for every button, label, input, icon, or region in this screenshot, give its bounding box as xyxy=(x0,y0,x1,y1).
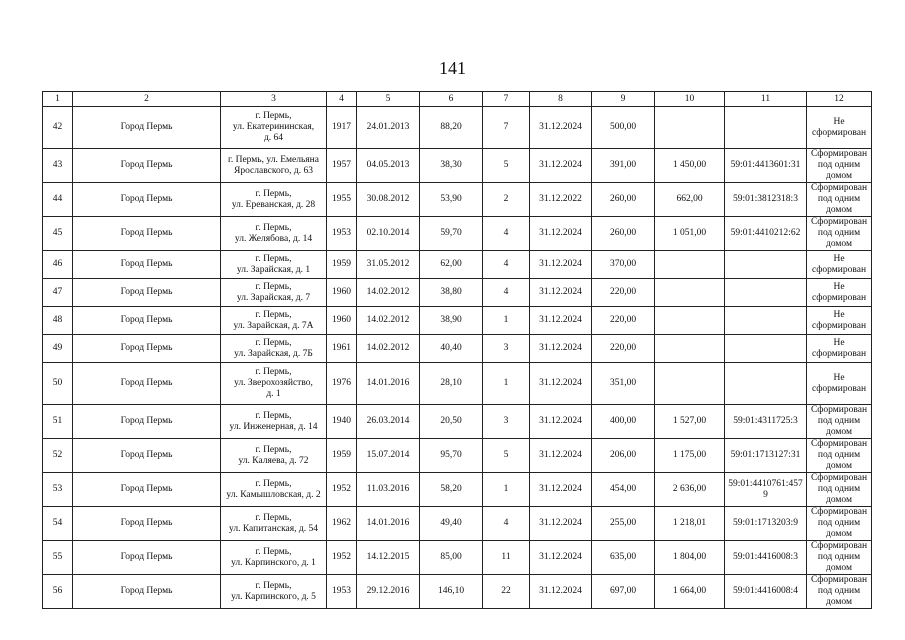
municipality-cell: Город Пермь xyxy=(73,107,221,149)
cadastral-number-cell: 59:01:4416008:3 xyxy=(725,541,807,575)
land-status-cell-line: Сформирован xyxy=(810,183,868,193)
address-cell-line: ул. Инженерная, д. 14 xyxy=(229,421,318,432)
cost-cell: 391,00 xyxy=(592,149,655,183)
cost-cell: 351,00 xyxy=(592,363,655,405)
land-status-cell xyxy=(807,473,872,507)
address-cell-line: г. Пермь, xyxy=(255,367,292,377)
address-cell-line: г. Пермь, xyxy=(255,478,292,489)
municipality-cell: Город Пермь xyxy=(73,363,221,405)
cost-cell: 500,00 xyxy=(592,107,655,149)
land-status-cell-line: под одним домом xyxy=(817,552,861,573)
land-status-cell-line: под одним домом xyxy=(817,484,861,505)
cost-cell: 260,00 xyxy=(592,183,655,217)
housing-register-table xyxy=(42,91,872,609)
address-cell-line: ул. Зарайская, д. 7 xyxy=(236,292,311,303)
recognition-date-cell: 31.05.2012 xyxy=(357,251,420,279)
cadastral-number-cell: 59:01:4413601:31 xyxy=(725,149,807,183)
address-cell xyxy=(221,183,327,217)
municipality-cell: Город Пермь xyxy=(73,149,221,183)
residents-count-cell: 2 xyxy=(483,183,530,217)
land-area-cell: 1 218,01 xyxy=(655,507,725,541)
planned-date-cell: 31.12.2024 xyxy=(530,307,592,335)
planned-date-cell: 31.12.2024 xyxy=(530,541,592,575)
land-status-cell-line: под одним домом xyxy=(817,518,861,539)
area-cell: 38,30 xyxy=(420,149,483,183)
address-cell-line: ул. Ереванская, д. 28 xyxy=(231,199,316,210)
recognition-date-cell: 11.03.2016 xyxy=(357,473,420,507)
table-row xyxy=(43,575,872,609)
area-cell: 38,80 xyxy=(420,279,483,307)
table-row xyxy=(43,107,872,149)
cadastral-number-cell: 59:01:1713127:31 xyxy=(725,439,807,473)
table-row xyxy=(43,363,872,405)
land-status-cell-line: Сформирован xyxy=(810,149,868,159)
address-cell xyxy=(221,217,327,251)
planned-date-cell: 31.12.2024 xyxy=(530,107,592,149)
column-number-6: 6 xyxy=(420,92,483,107)
row-number-cell: 50 xyxy=(43,363,73,405)
residents-count-cell: 4 xyxy=(483,279,530,307)
land-status-cell xyxy=(807,507,872,541)
build-year-cell: 1953 xyxy=(327,575,357,609)
land-area-cell: 1 527,00 xyxy=(655,405,725,439)
cost-cell: 454,00 xyxy=(592,473,655,507)
land-status-cell xyxy=(807,363,872,405)
table-row xyxy=(43,335,872,363)
table-row xyxy=(43,149,872,183)
cost-cell: 635,00 xyxy=(592,541,655,575)
land-area-cell: 1 450,00 xyxy=(655,149,725,183)
land-area-cell xyxy=(655,335,725,363)
address-cell-line: д. 64 xyxy=(263,133,284,143)
row-number-cell: 54 xyxy=(43,507,73,541)
land-status-cell xyxy=(807,335,872,363)
column-number-10: 10 xyxy=(655,92,725,107)
recognition-date-cell: 14.01.2016 xyxy=(357,507,420,541)
address-cell xyxy=(221,149,327,183)
municipality-cell: Город Пермь xyxy=(73,439,221,473)
residents-count-cell: 4 xyxy=(483,251,530,279)
land-status-cell-line: Сформирован xyxy=(810,541,868,551)
address-cell-line: ул. Камышловская, д. 2 xyxy=(226,489,321,500)
land-status-cell xyxy=(807,279,872,307)
table-row xyxy=(43,217,872,251)
row-number-cell: 46 xyxy=(43,251,73,279)
residents-count-cell: 1 xyxy=(483,363,530,405)
cost-cell: 220,00 xyxy=(592,307,655,335)
residents-count-cell: 7 xyxy=(483,107,530,149)
build-year-cell: 1955 xyxy=(327,183,357,217)
row-number-cell: 51 xyxy=(43,405,73,439)
row-number-cell: 48 xyxy=(43,307,73,335)
address-cell xyxy=(221,507,327,541)
land-area-cell: 1 051,00 xyxy=(655,217,725,251)
municipality-cell: Город Пермь xyxy=(73,541,221,575)
build-year-cell: 1962 xyxy=(327,507,357,541)
land-status-cell-line: под одним домом xyxy=(817,160,861,181)
residents-count-cell: 1 xyxy=(483,473,530,507)
address-cell-line: г. Пермь, xyxy=(255,188,292,199)
column-number-8: 8 xyxy=(530,92,592,107)
address-cell-line: ул. Зарайская, д. 7Б xyxy=(234,348,313,359)
planned-date-cell: 31.12.2024 xyxy=(530,217,592,251)
municipality-cell: Город Пермь xyxy=(73,183,221,217)
column-number-7: 7 xyxy=(483,92,530,107)
planned-date-cell: 31.12.2024 xyxy=(530,439,592,473)
cost-cell: 220,00 xyxy=(592,335,655,363)
cadastral-number-cell: 59:01:4410761:457 9 xyxy=(725,473,807,507)
build-year-cell: 1959 xyxy=(327,439,357,473)
cadastral-number-cell xyxy=(725,279,807,307)
build-year-cell: 1961 xyxy=(327,335,357,363)
land-status-cell xyxy=(807,541,872,575)
address-cell-line: г. Пермь, xyxy=(255,111,292,121)
recognition-date-cell: 02.10.2014 xyxy=(357,217,420,251)
cost-cell: 220,00 xyxy=(592,279,655,307)
build-year-cell: 1959 xyxy=(327,251,357,279)
planned-date-cell: 31.12.2024 xyxy=(530,507,592,541)
residents-count-cell: 11 xyxy=(483,541,530,575)
address-cell xyxy=(221,107,327,149)
cadastral-number-cell: 59:01:1713203:9 xyxy=(725,507,807,541)
table-row xyxy=(43,307,872,335)
row-number-cell: 49 xyxy=(43,335,73,363)
land-status-cell xyxy=(807,307,872,335)
address-cell xyxy=(221,363,327,405)
address-cell xyxy=(221,575,327,609)
address-cell-line: г. Пермь, xyxy=(255,546,292,557)
land-status-cell-line: Не сформирован xyxy=(811,337,867,359)
address-cell xyxy=(221,473,327,507)
land-area-cell: 662,00 xyxy=(655,183,725,217)
address-cell-line: г. Пермь, xyxy=(255,580,292,591)
address-cell-line: ул. Карпинского, д. 1 xyxy=(231,557,316,568)
area-cell: 58,20 xyxy=(420,473,483,507)
land-area-cell: 2 636,00 xyxy=(655,473,725,507)
municipality-cell: Город Пермь xyxy=(73,575,221,609)
planned-date-cell: 31.12.2024 xyxy=(530,473,592,507)
recognition-date-cell: 30.08.2012 xyxy=(357,183,420,217)
land-area-cell: 1 804,00 xyxy=(655,541,725,575)
land-status-cell xyxy=(807,217,872,251)
land-area-cell: 1 664,00 xyxy=(655,575,725,609)
cadastral-number-cell xyxy=(725,307,807,335)
address-cell xyxy=(221,307,327,335)
address-cell xyxy=(221,251,327,279)
land-status-cell-line: Сформирован xyxy=(810,217,868,227)
address-cell-line: Ярославского, д. 63 xyxy=(233,165,314,176)
land-status-cell-line: Не сформирован xyxy=(811,309,867,331)
table-row xyxy=(43,405,872,439)
land-status-cell-line: Не сформирован xyxy=(811,253,867,275)
planned-date-cell: 31.12.2024 xyxy=(530,279,592,307)
land-status-cell-line: Сформирован xyxy=(810,507,868,517)
land-area-cell xyxy=(655,363,725,405)
cadastral-number-cell xyxy=(725,107,807,149)
build-year-cell: 1960 xyxy=(327,307,357,335)
area-cell: 85,00 xyxy=(420,541,483,575)
planned-date-cell: 31.12.2024 xyxy=(530,251,592,279)
municipality-cell: Город Пермь xyxy=(73,405,221,439)
municipality-cell: Город Пермь xyxy=(73,217,221,251)
land-area-cell xyxy=(655,279,725,307)
land-status-cell-line: Сформирован xyxy=(810,439,868,449)
build-year-cell: 1957 xyxy=(327,149,357,183)
build-year-cell: 1960 xyxy=(327,279,357,307)
column-number-3: 3 xyxy=(221,92,327,107)
residents-count-cell: 3 xyxy=(483,335,530,363)
build-year-cell: 1952 xyxy=(327,473,357,507)
planned-date-cell: 31.12.2022 xyxy=(530,183,592,217)
address-cell xyxy=(221,405,327,439)
area-cell: 95,70 xyxy=(420,439,483,473)
cost-cell: 400,00 xyxy=(592,405,655,439)
area-cell: 20,50 xyxy=(420,405,483,439)
address-cell xyxy=(221,541,327,575)
cadastral-number-cell: 59:01:4410212:62 xyxy=(725,217,807,251)
column-number-12: 12 xyxy=(807,92,872,107)
residents-count-cell: 4 xyxy=(483,507,530,541)
column-number-4: 4 xyxy=(327,92,357,107)
cost-cell: 697,00 xyxy=(592,575,655,609)
land-status-cell xyxy=(807,183,872,217)
address-cell-line: ул. Капитанская, д. 54 xyxy=(229,523,318,534)
recognition-date-cell: 14.02.2012 xyxy=(357,279,420,307)
recognition-date-cell: 26.03.2014 xyxy=(357,405,420,439)
recognition-date-cell: 14.01.2016 xyxy=(357,363,420,405)
column-number-header-row xyxy=(43,92,872,107)
page-number: 141 xyxy=(439,58,466,78)
recognition-date-cell: 15.07.2014 xyxy=(357,439,420,473)
cost-cell: 370,00 xyxy=(592,251,655,279)
table-row xyxy=(43,183,872,217)
planned-date-cell: 31.12.2024 xyxy=(530,363,592,405)
residents-count-cell: 3 xyxy=(483,405,530,439)
recognition-date-cell: 29.12.2016 xyxy=(357,575,420,609)
land-status-cell xyxy=(807,439,872,473)
address-cell-line: г. Пермь, ул. Емельяна xyxy=(228,154,319,165)
address-cell-line: ул. Зарайская, д. 1 xyxy=(236,264,311,275)
row-number-cell: 52 xyxy=(43,439,73,473)
area-cell: 40,40 xyxy=(420,335,483,363)
cost-cell: 255,00 xyxy=(592,507,655,541)
address-cell xyxy=(221,279,327,307)
land-area-cell: 1 175,00 xyxy=(655,439,725,473)
cadastral-number-cell: 59:01:4416008:4 xyxy=(725,575,807,609)
cadastral-number-cell xyxy=(725,251,807,279)
recognition-date-cell: 04.05.2013 xyxy=(357,149,420,183)
land-status-cell-line: под одним домом xyxy=(817,228,861,249)
cadastral-number-cell: 59:01:4311725:3 xyxy=(725,405,807,439)
row-number-cell: 55 xyxy=(43,541,73,575)
municipality-cell: Город Пермь xyxy=(73,335,221,363)
address-cell-line: ул. Зарайская, д. 7А xyxy=(233,320,314,331)
land-status-cell xyxy=(807,405,872,439)
residents-count-cell: 1 xyxy=(483,307,530,335)
column-number-5: 5 xyxy=(357,92,420,107)
table-row xyxy=(43,439,872,473)
residents-count-cell: 5 xyxy=(483,149,530,183)
address-cell-line: г. Пермь, xyxy=(255,222,292,233)
address-cell-line: г. Пермь, xyxy=(255,309,292,320)
residents-count-cell: 22 xyxy=(483,575,530,609)
residents-count-cell: 5 xyxy=(483,439,530,473)
land-status-cell-line: под одним домом xyxy=(817,450,861,471)
row-number-cell: 43 xyxy=(43,149,73,183)
cadastral-number-cell xyxy=(725,335,807,363)
table-body xyxy=(43,107,872,609)
area-cell: 38,90 xyxy=(420,307,483,335)
area-cell: 59,70 xyxy=(420,217,483,251)
address-cell-line: г. Пермь, xyxy=(255,253,292,264)
column-number-9: 9 xyxy=(592,92,655,107)
cadastral-number-cell xyxy=(725,363,807,405)
build-year-cell: 1917 xyxy=(327,107,357,149)
land-status-cell-line: Сформирован xyxy=(810,405,868,415)
area-cell: 62,00 xyxy=(420,251,483,279)
land-status-cell-line: Не сформирован xyxy=(811,116,867,138)
land-status-cell xyxy=(807,251,872,279)
land-status-cell-line: под одним домом xyxy=(817,194,861,215)
land-area-cell xyxy=(655,251,725,279)
land-status-cell xyxy=(807,575,872,609)
address-cell-line: д. 1 xyxy=(266,389,281,399)
land-status-cell-line: Сформирован xyxy=(810,473,868,483)
planned-date-cell: 31.12.2024 xyxy=(530,405,592,439)
address-cell-line: ул. Карпинского, д. 5 xyxy=(231,591,316,602)
area-cell: 49,40 xyxy=(420,507,483,541)
cost-cell: 206,00 xyxy=(592,439,655,473)
municipality-cell: Город Пермь xyxy=(73,507,221,541)
land-area-cell xyxy=(655,307,725,335)
address-cell-line: ул. Каляева, д. 72 xyxy=(238,455,309,466)
address-cell-line: ул. Желябова, д. 14 xyxy=(234,233,313,244)
cadastral-number-cell: 59:01:3812318:3 xyxy=(725,183,807,217)
area-cell: 88,20 xyxy=(420,107,483,149)
row-number-cell: 45 xyxy=(43,217,73,251)
address-cell-line: г. Пермь, xyxy=(255,444,292,455)
residents-count-cell: 4 xyxy=(483,217,530,251)
recognition-date-cell: 14.02.2012 xyxy=(357,335,420,363)
recognition-date-cell: 14.02.2012 xyxy=(357,307,420,335)
column-number-11: 11 xyxy=(725,92,807,107)
area-cell: 146,10 xyxy=(420,575,483,609)
build-year-cell: 1952 xyxy=(327,541,357,575)
planned-date-cell: 31.12.2024 xyxy=(530,149,592,183)
address-cell-line: г. Пермь, xyxy=(255,337,292,348)
municipality-cell: Город Пермь xyxy=(73,251,221,279)
row-number-cell: 53 xyxy=(43,473,73,507)
address-cell xyxy=(221,439,327,473)
land-status-cell-line: Не сформирован xyxy=(811,281,867,303)
build-year-cell: 1953 xyxy=(327,217,357,251)
land-area-cell xyxy=(655,107,725,149)
cost-cell: 260,00 xyxy=(592,217,655,251)
area-cell: 53,90 xyxy=(420,183,483,217)
address-cell-line: г. Пермь, xyxy=(255,281,292,292)
row-number-cell: 44 xyxy=(43,183,73,217)
row-number-cell: 47 xyxy=(43,279,73,307)
land-status-cell-line: Не сформирован xyxy=(811,372,867,394)
land-status-cell-line: под одним домом xyxy=(817,416,861,437)
table-row xyxy=(43,473,872,507)
table-row xyxy=(43,251,872,279)
row-number-cell: 56 xyxy=(43,575,73,609)
column-number-2: 2 xyxy=(73,92,221,107)
build-year-cell: 1976 xyxy=(327,363,357,405)
address-cell xyxy=(221,335,327,363)
land-status-cell-line: Сформирован xyxy=(810,575,868,585)
municipality-cell: Город Пермь xyxy=(73,307,221,335)
municipality-cell: Город Пермь xyxy=(73,279,221,307)
address-cell-line: г. Пермь, xyxy=(255,512,292,523)
land-status-cell-line: под одним домом xyxy=(817,586,861,607)
recognition-date-cell: 24.01.2013 xyxy=(357,107,420,149)
table-row xyxy=(43,541,872,575)
recognition-date-cell: 14.12.2015 xyxy=(357,541,420,575)
municipality-cell: Город Пермь xyxy=(73,473,221,507)
planned-date-cell: 31.12.2024 xyxy=(530,335,592,363)
planned-date-cell: 31.12.2024 xyxy=(530,575,592,609)
build-year-cell: 1940 xyxy=(327,405,357,439)
table-row xyxy=(43,507,872,541)
address-cell-line: ул. Екатерининская, xyxy=(232,122,315,132)
land-status-cell xyxy=(807,107,872,149)
address-cell-line: ул. Зверохозяйство, xyxy=(234,378,313,388)
address-cell-line: г. Пермь, xyxy=(255,410,292,421)
land-status-cell xyxy=(807,149,872,183)
table-row xyxy=(43,279,872,307)
column-number-1: 1 xyxy=(43,92,73,107)
area-cell: 28,10 xyxy=(420,363,483,405)
row-number-cell: 42 xyxy=(43,107,73,149)
